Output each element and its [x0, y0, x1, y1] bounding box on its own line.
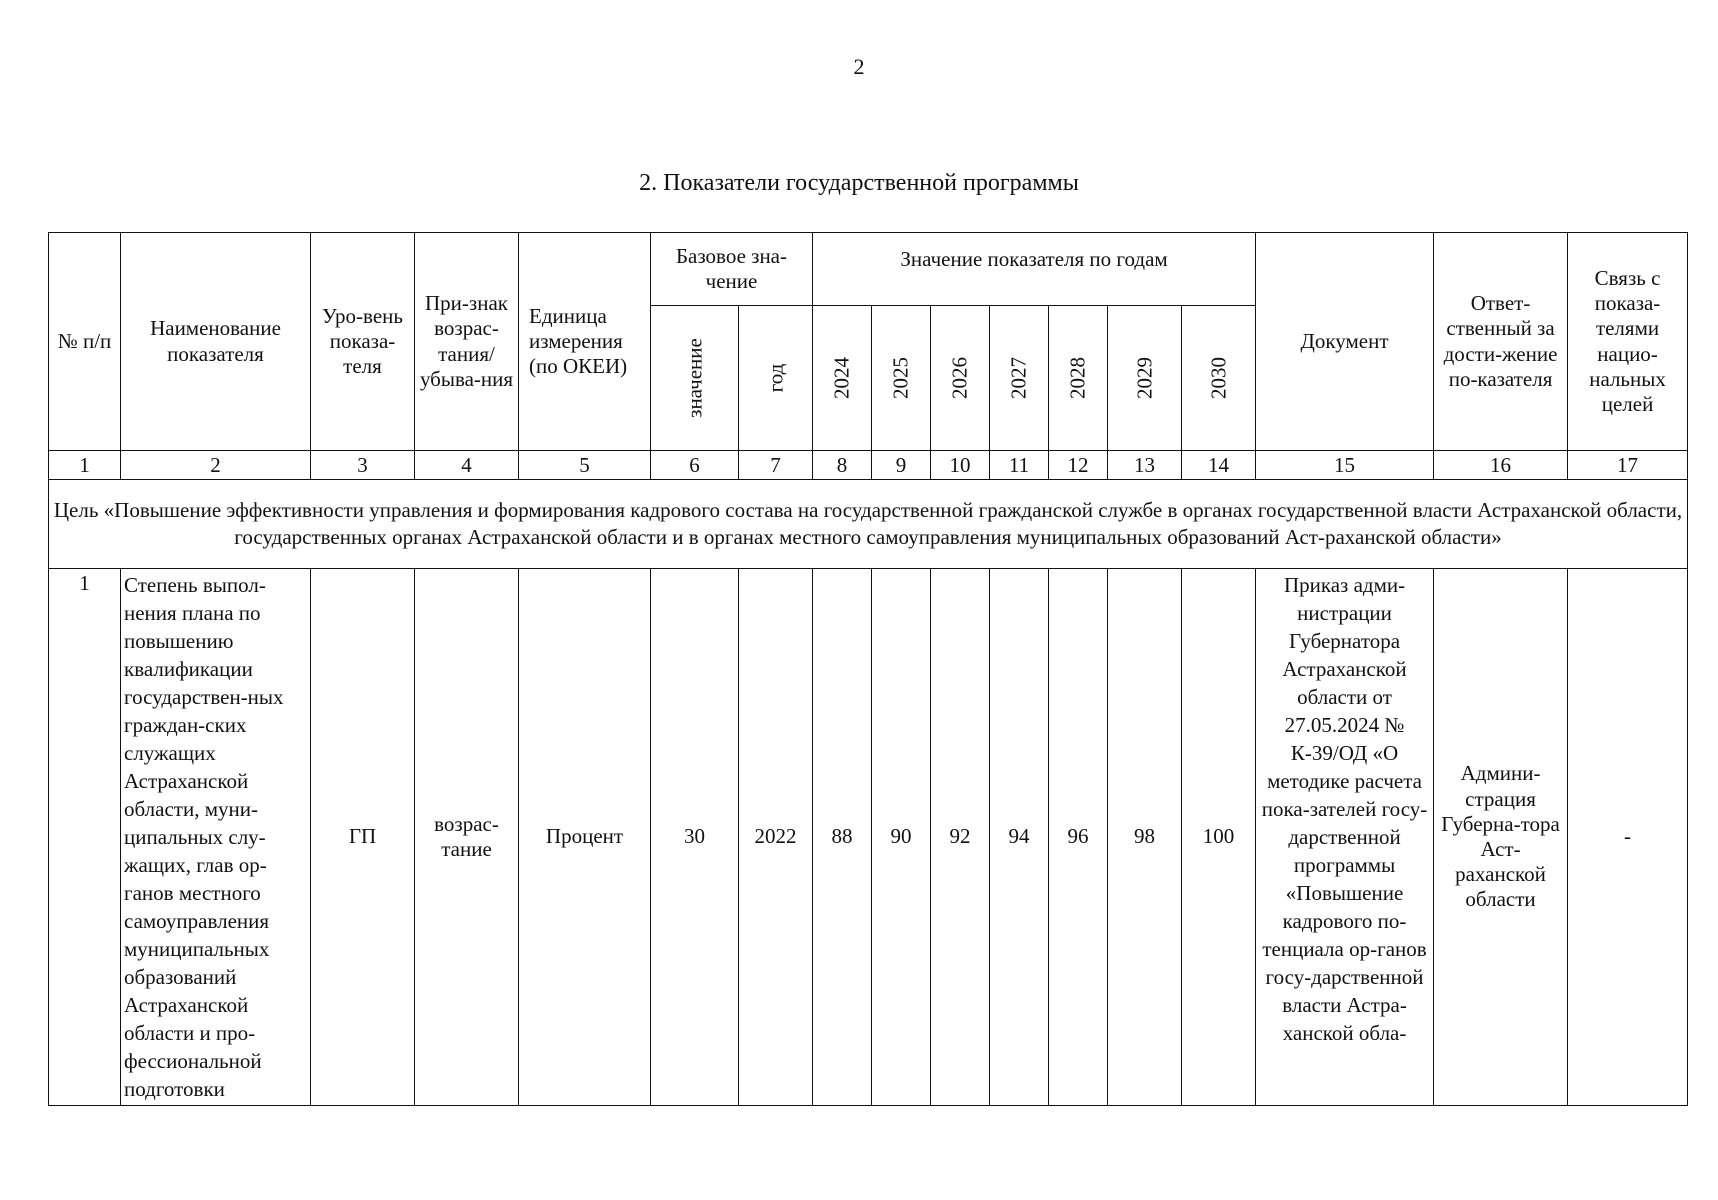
header-years-title: Значение показателя по годам: [813, 233, 1256, 306]
header-base-value: значение: [651, 306, 739, 451]
column-number: 4: [415, 451, 519, 480]
column-number: 14: [1182, 451, 1256, 480]
column-number: 17: [1568, 451, 1688, 480]
row-base-value: 30: [651, 569, 739, 1106]
header-year-2027: 2027: [990, 306, 1049, 451]
header-link: Связь с показа-телями нацио-нальных целей: [1568, 233, 1688, 451]
table-row: [49, 569, 1688, 1106]
row-responsible: Админи-страция Губерна-тора Аст-раханской области: [1434, 569, 1568, 1106]
row-unit: Процент: [519, 569, 651, 1106]
row-name: Степень выпол-нения плана по повышению квалификации государствен-ных граждан-ских служащих Астраханской области, муни-ципальных слу-жащих, глав ор-ганов местного самоуправления муниципальных образований Астраханской области и про-фессиональной подготовки: [121, 569, 311, 1106]
row-value-2024: 88: [813, 569, 872, 1106]
section-title: 2. Показатели государственной программы: [639, 170, 1079, 196]
column-number: 6: [651, 451, 739, 480]
row-num: 1: [49, 569, 121, 1106]
row-sign: возрас-тание: [415, 569, 519, 1106]
row-value-2027: 94: [990, 569, 1049, 1106]
column-number: 16: [1434, 451, 1568, 480]
column-number: 1: [49, 451, 121, 480]
header-base: Базовое зна-чение: [651, 233, 813, 306]
header-level: Уро-вень показа-теля: [311, 233, 415, 451]
header-year-2024: 2024: [813, 306, 872, 451]
row-value-2030: 100: [1182, 569, 1256, 1106]
row-document: Приказ адми-нистрации Губернатора Астраханской области от 27.05.2024 № К-39/ОД «О методике расчета пока-зателей госу-дарственной программы «Повышение кадрового по-тенциала ор-ганов госу-дарственной власти Астра-ханской обла-: [1256, 569, 1434, 1106]
header-year-2030: 2030: [1182, 306, 1256, 451]
header-base-year: год: [739, 306, 813, 451]
row-base-year: 2022: [739, 569, 813, 1106]
row-link: -: [1568, 569, 1688, 1106]
row-value-2029: 98: [1108, 569, 1182, 1106]
row-value-2025: 90: [872, 569, 931, 1106]
column-number: 12: [1049, 451, 1108, 480]
header-responsible: Ответ-ственный за дости-жение по-казателя: [1434, 233, 1568, 451]
header-year-2026: 2026: [931, 306, 990, 451]
column-number-row: [49, 451, 1688, 480]
row-level: ГП: [311, 569, 415, 1106]
header-year-2029: 2029: [1108, 306, 1182, 451]
column-number: 15: [1256, 451, 1434, 480]
row-value-2026: 92: [931, 569, 990, 1106]
column-number: 5: [519, 451, 651, 480]
column-number: 11: [990, 451, 1049, 480]
column-number: 7: [739, 451, 813, 480]
row-value-2028: 96: [1049, 569, 1108, 1106]
column-number: 3: [311, 451, 415, 480]
header-name: Наименование показателя: [121, 233, 311, 451]
goal-row: [49, 480, 1688, 569]
column-number: 9: [872, 451, 931, 480]
header-year-2028: 2028: [1049, 306, 1108, 451]
header-num: № п/п: [49, 233, 121, 451]
header-row-top: [49, 233, 1688, 306]
column-number: 13: [1108, 451, 1182, 480]
column-number: 8: [813, 451, 872, 480]
column-number: 10: [931, 451, 990, 480]
page-number: 2: [853, 54, 865, 79]
header-unit: Единица измерения (по ОКЕИ): [519, 233, 651, 451]
goal-text: Цель «Повышение эффективности управления и формирования кадрового состава на государственной гражданской службе в органах государственной власти Астраханской области, государственных органах Астраханской области и в органах местного самоуправления муниципальных образований Аст-раханской области»: [49, 480, 1688, 569]
header-year-2025: 2025: [872, 306, 931, 451]
header-sign: При-знак возрас-тания/ убыва-ния: [415, 233, 519, 451]
header-document: Документ: [1256, 233, 1434, 451]
indicators-table: [48, 232, 1688, 1106]
column-number: 2: [121, 451, 311, 480]
